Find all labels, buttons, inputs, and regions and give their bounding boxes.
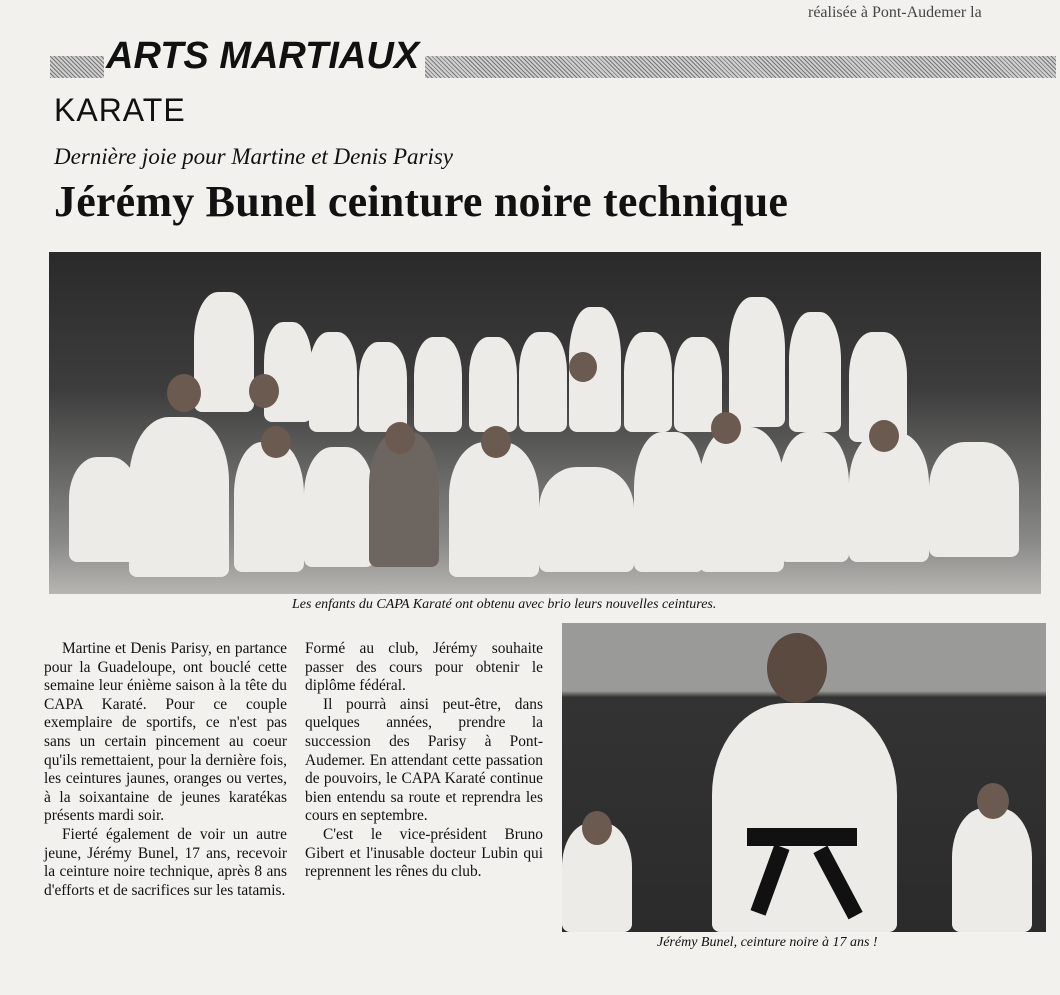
- photo-figure: [469, 337, 517, 432]
- photo-figure: [539, 467, 634, 572]
- black-belt: [747, 828, 857, 846]
- photo-head: [385, 422, 415, 454]
- kicker: KARATE: [54, 92, 186, 128]
- photo-head: [261, 426, 291, 458]
- photo-figure: [264, 322, 312, 422]
- photo-figure: [359, 342, 407, 432]
- article-paragraph: Formé au club, Jérémy souhaite passer des cours pour obtenir le diplôme fédéral.: [305, 640, 543, 695]
- bleed-through-right: [1040, 240, 1060, 620]
- portrait-photo: [562, 623, 1046, 932]
- photo-head: [167, 374, 201, 412]
- photo-head: [481, 426, 511, 458]
- article-paragraph: Martine et Denis Parisy, en partance pour la Guadeloupe, ont bouclé cette semaine leur énième saison à la tête du CAPA Karaté. Pour ce couple exemplaire de sportifs, ce n'est pas sans un certain pincement au coeur qu'ils remettaient, pour la dernière fois, les ceintures jaunes, oranges ou vertes, à la soixantaine de jeunes karatékas présents mardi soir.: [44, 640, 287, 825]
- portrait-photo-caption: Jérémy Bunel, ceinture noire à 17 ans !: [657, 935, 878, 950]
- section-title: ARTS MARTIAUX: [104, 34, 425, 78]
- photo-figure: [234, 442, 304, 572]
- photo-head: [977, 783, 1009, 819]
- group-photo-caption: Les enfants du CAPA Karaté ont obtenu avec brio leurs nouvelles ceintures.: [292, 597, 717, 612]
- photo-figure: [712, 703, 897, 932]
- photo-figure: [779, 432, 849, 562]
- article-paragraph: C'est le vice-président Bruno Gibert et l'inusable docteur Lubin qui reprennent les rênes du club.: [305, 825, 543, 881]
- photo-head: [569, 352, 597, 382]
- article-paragraph: Il pourrà ainsi peut-être, dans quelques années, prendre la succession des Parisy à Pont-Audemer. En attendant cette passation de pouvoirs, le CAPA Karaté continue bien entendu sa route et reprendra les cours en septembre.: [305, 695, 543, 825]
- photo-figure: [414, 337, 462, 432]
- article-paragraph: Fierté également de voir un autre jeune, Jérémy Bunel, 17 ans, recevoir la ceinture noire technique, après 8 ans d'efforts et de sacrifices sur les tatamis.: [44, 825, 287, 899]
- photo-figure: [519, 332, 567, 432]
- cut-off-top-line: réalisée à Pont-Audemer la: [808, 4, 982, 21]
- photo-figure: [194, 292, 254, 412]
- group-photo: [49, 252, 1041, 594]
- article-column-2: [305, 640, 543, 882]
- photo-figure: [309, 332, 357, 432]
- photo-figure: [952, 808, 1032, 932]
- photo-head: [249, 374, 279, 408]
- article-column-1: [44, 640, 287, 900]
- photo-head: [767, 633, 827, 703]
- photo-head: [869, 420, 899, 452]
- photo-figure: [634, 432, 704, 572]
- photo-figure: [449, 442, 539, 577]
- photo-head: [582, 811, 612, 845]
- bleed-through-left: [0, 0, 48, 995]
- photo-figure: [789, 312, 841, 432]
- photo-figure: [624, 332, 672, 432]
- photo-figure: [304, 447, 374, 567]
- photo-figure: [929, 442, 1019, 557]
- photo-head: [711, 412, 741, 444]
- photo-figure: [129, 417, 229, 577]
- photo-figure: [699, 427, 784, 572]
- photo-figure: [729, 297, 785, 427]
- headline: Jérémy Bunel ceinture noire technique: [54, 177, 789, 226]
- photo-figure: [849, 432, 929, 562]
- subtitle: Dernière joie pour Martine et Denis Parisy: [54, 144, 454, 169]
